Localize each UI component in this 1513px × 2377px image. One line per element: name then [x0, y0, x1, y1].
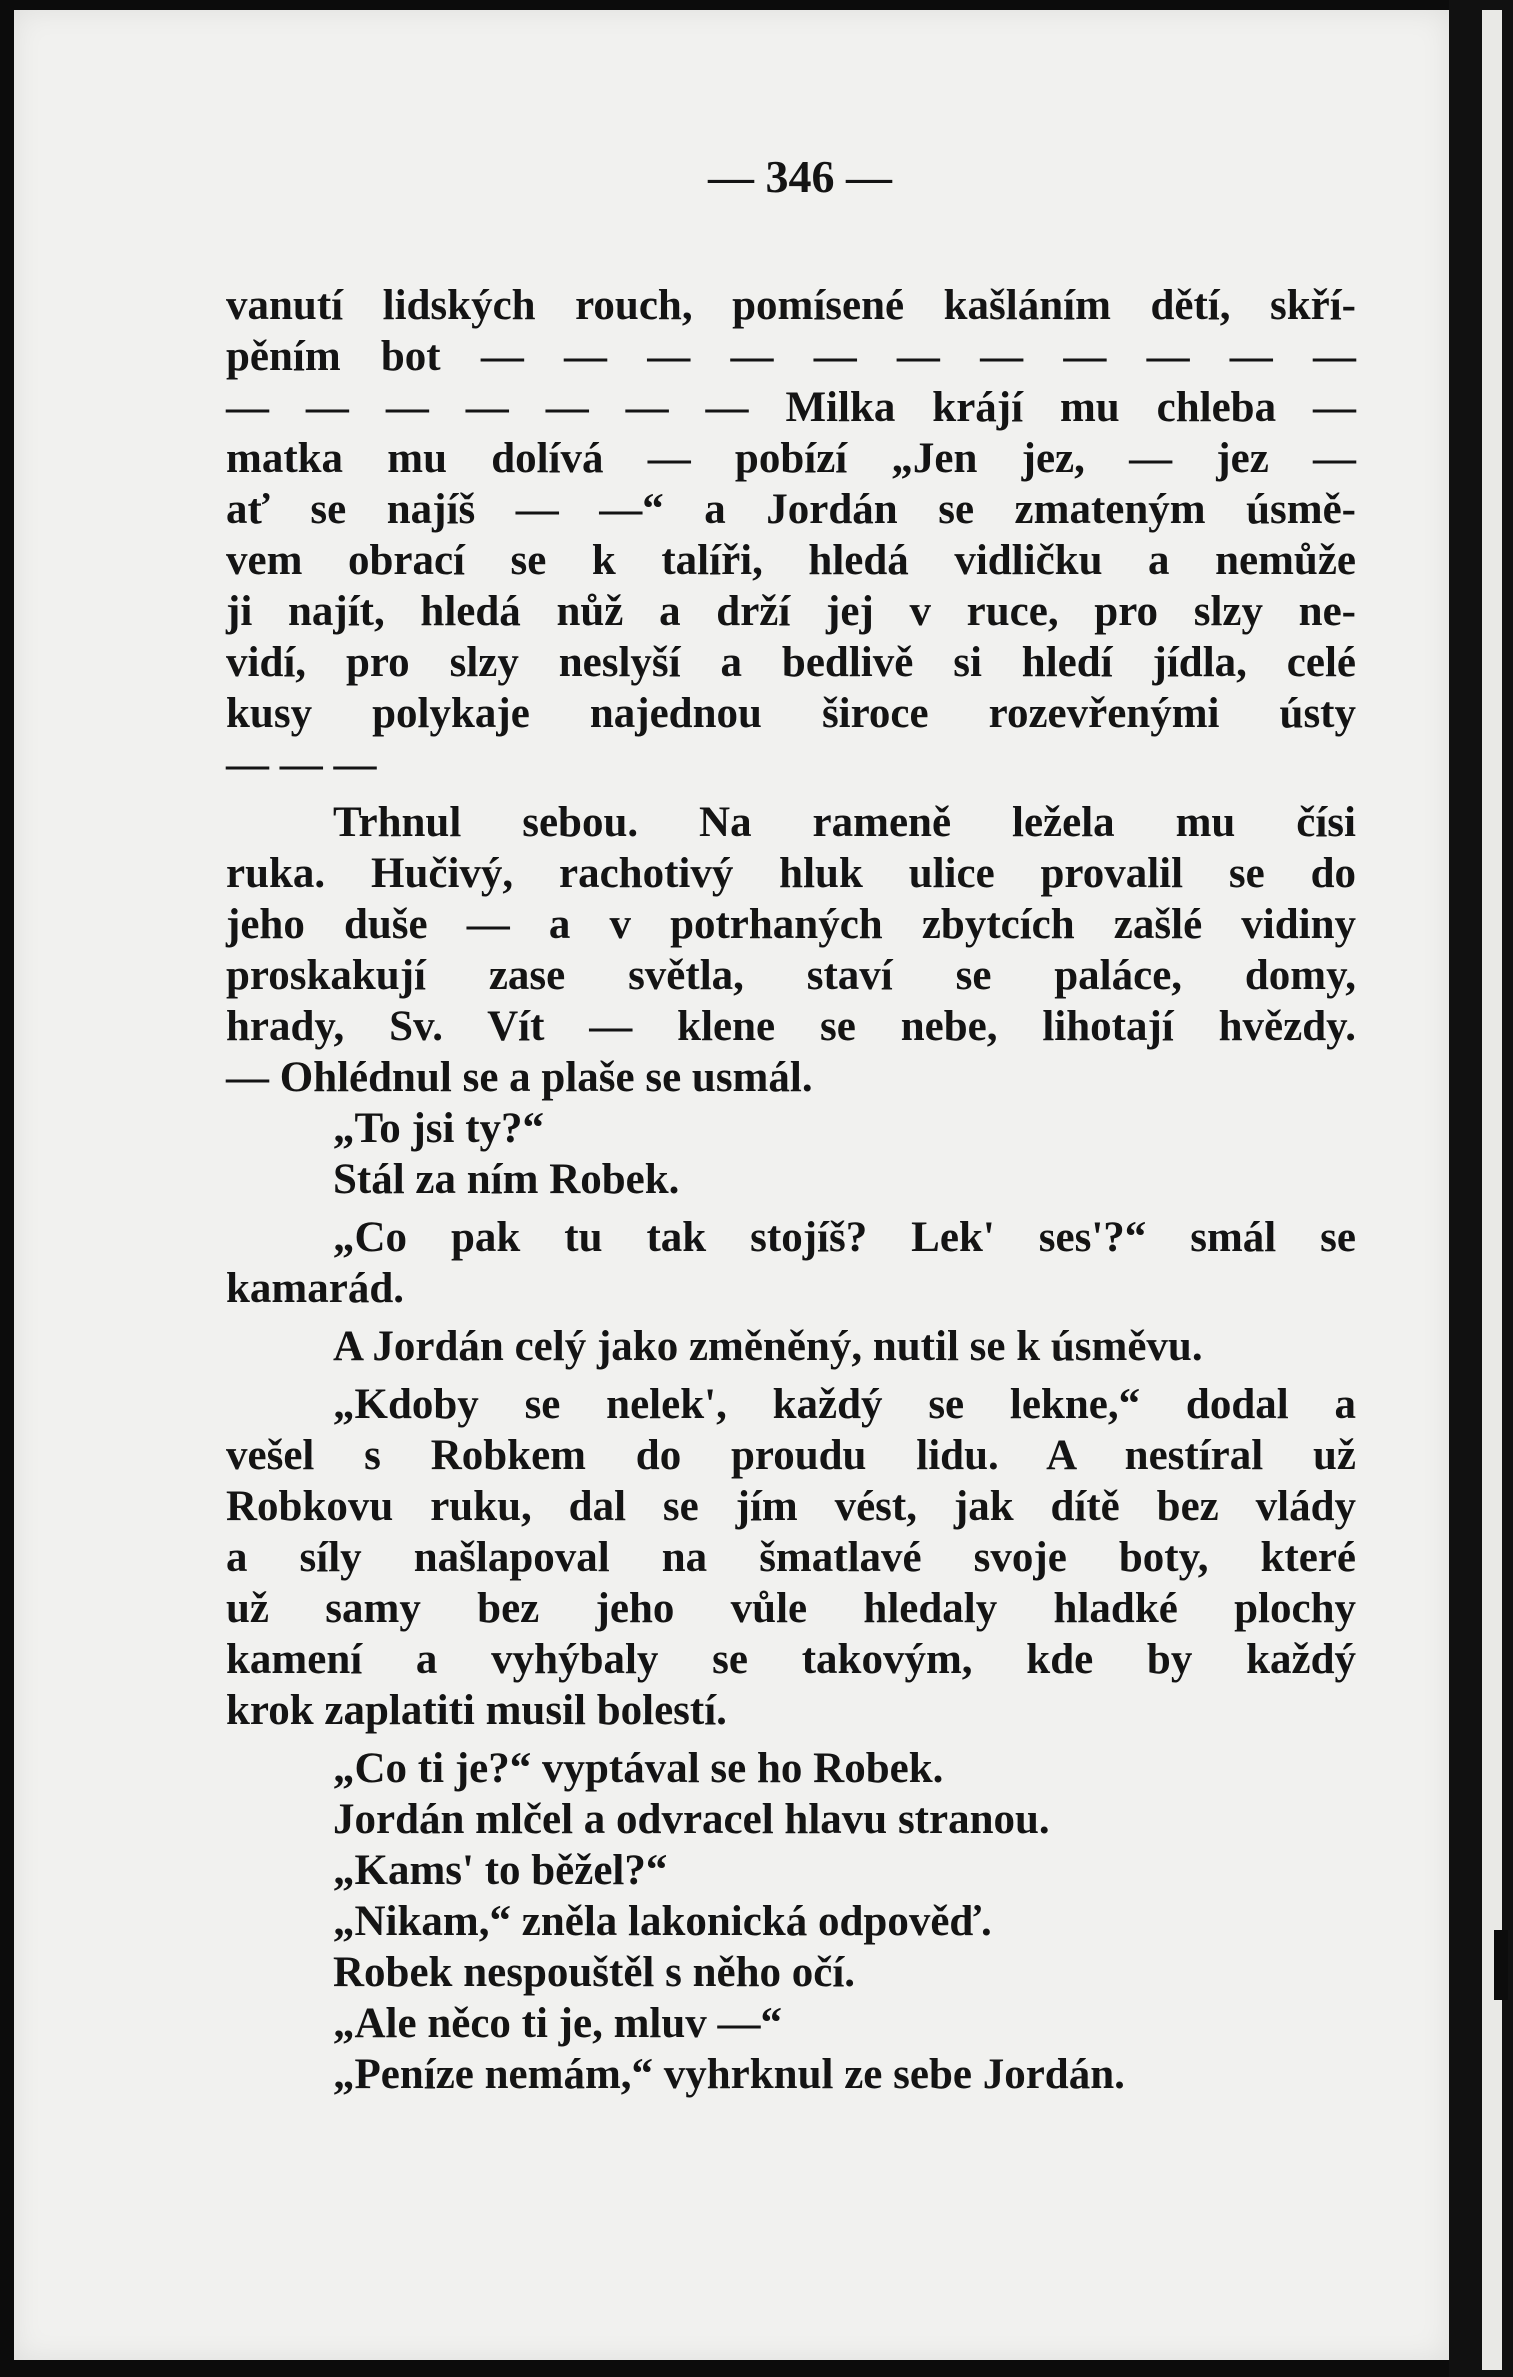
text-line: ji najít, hledá nůž a drží jej v ruce, pro slzy ne-	[226, 588, 1356, 635]
text-line: „Ale něco ti je, mluv —“	[333, 2000, 783, 2047]
text-line: Robkovu ruku, dal se jím vést, jak dítě bez vlády	[226, 1483, 1356, 1530]
text-line: a síly našlapoval na šmatlavé svoje boty, které	[226, 1534, 1356, 1581]
text-line: hrady, Sv. Vít — klene se nebe, lihotají hvězdy.	[226, 1003, 1356, 1050]
page-text	[226, 280, 1356, 2100]
text-line: „To jsi ty?“	[333, 1105, 545, 1152]
text-line: vanutí lidských rouch, pomísené kašláním dětí, skří-	[226, 282, 1356, 329]
page-number: — 346 —	[708, 151, 892, 202]
text-line: „Co ti je?“ vyptával se ho Robek.	[333, 1745, 944, 1792]
text-line: už samy bez jeho vůle hledaly hladké plochy	[226, 1585, 1356, 1632]
text-line: matka mu dolívá — pobízí „Jen jez, — jez —	[226, 435, 1356, 482]
text-line: kamarád.	[226, 1265, 404, 1312]
scan-edge-mark	[1494, 1930, 1508, 2000]
text-line: „Kams' to běžel?“	[333, 1847, 668, 1894]
text-line: „Kdoby se nelek', každý se lekne,“ dodal a	[333, 1381, 1356, 1428]
text-line: Stál za ním Robek.	[333, 1156, 680, 1203]
text-line: „Co pak tu tak stojíš? Lek' ses'?“ smál se	[333, 1214, 1356, 1261]
text-line: vidí, pro slzy neslyší a bedlivě si hledí jídla, celé	[226, 639, 1356, 686]
text-line: vem obrací se k talíři, hledá vidličku a nemůže	[226, 537, 1356, 584]
text-line: vešel s Robkem do proudu lidu. A nestíral už	[226, 1432, 1356, 1479]
text-line: jeho duše — a v potrhaných zbytcích zašlé vidiny	[226, 901, 1356, 948]
scan-border	[1449, 0, 1513, 2377]
text-line: „Nikam,“ zněla lakonická odpověď.	[333, 1898, 992, 1945]
text-line: — — — — — — — Milka krájí mu chleba —	[226, 384, 1356, 431]
text-line: ať se najíš — —“ a Jordán se zmateným úsmě-	[226, 486, 1356, 533]
text-line: Robek nespouštěl s něho očí.	[333, 1949, 856, 1996]
text-line: pěním bot — — — — — — — — — — —	[226, 333, 1356, 380]
text-line: proskakují zase světla, staví se paláce, domy,	[226, 952, 1356, 999]
text-line: kamení a vyhýbaly se takovým, kde by každý	[226, 1636, 1356, 1683]
text-line: — — —	[226, 741, 377, 788]
text-line: Trhnul sebou. Na rameně ležela mu čísi	[333, 799, 1356, 846]
text-line: kusy polykaje najednou široce rozevřenými ústy	[226, 690, 1356, 737]
text-line: — Ohlédnul se a plaše se usmál.	[226, 1054, 813, 1101]
text-line: ruka. Hučivý, rachotivý hluk ulice provalil se do	[226, 850, 1356, 897]
text-line: Jordán mlčel a odvracel hlavu stranou.	[333, 1796, 1050, 1843]
text-line: „Peníze nemám,“ vyhrknul ze sebe Jordán.	[333, 2051, 1125, 2098]
text-line: krok zaplatiti musil bolestí.	[226, 1687, 727, 1734]
text-line: A Jordán celý jako změněný, nutil se k úsměvu.	[333, 1323, 1203, 1370]
adjacent-page-edge	[1482, 10, 1502, 2370]
